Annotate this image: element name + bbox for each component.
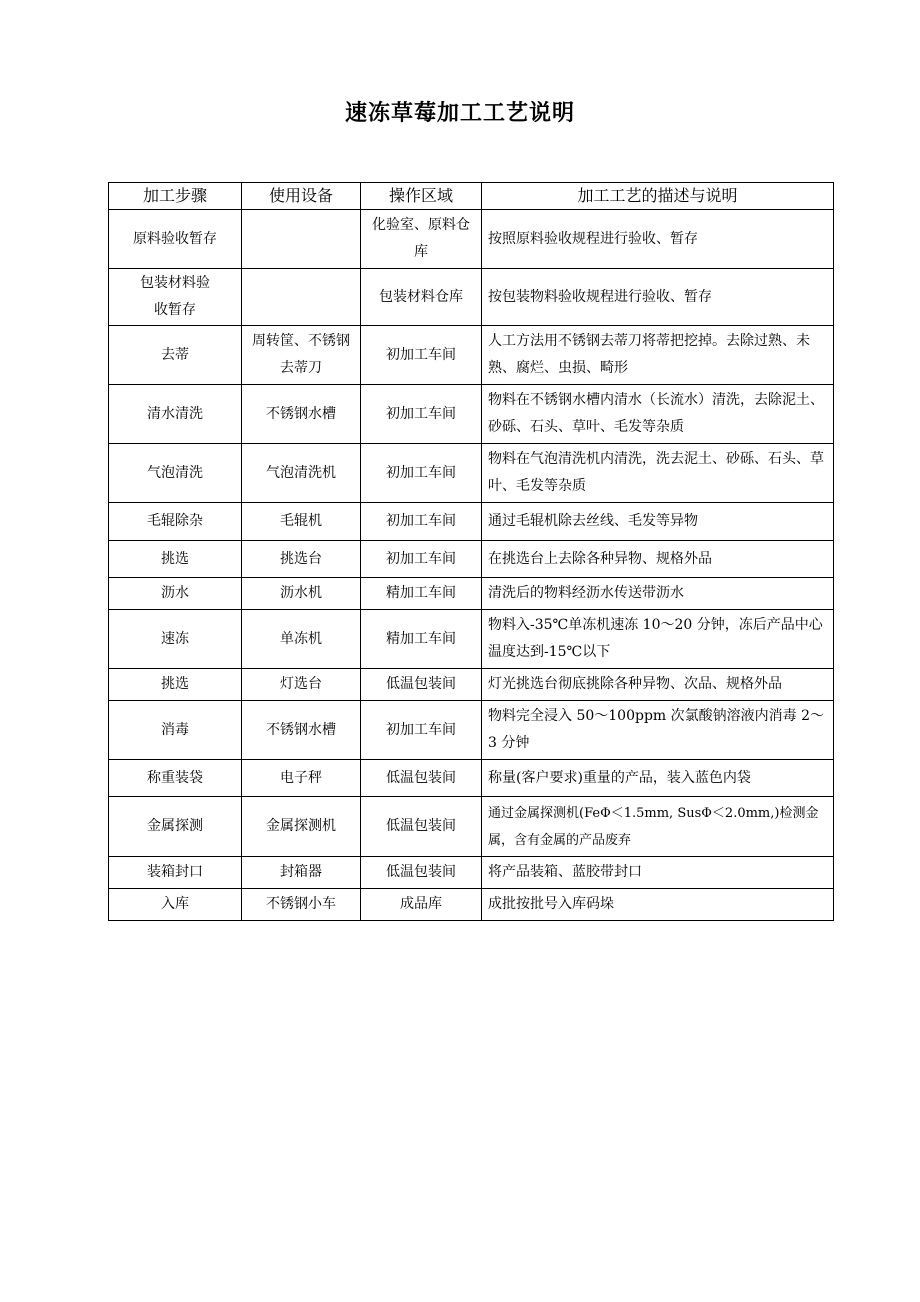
equipment-cell: 周转筐、不锈钢去蒂刀 — [242, 326, 361, 385]
description-cell: 按照原料验收规程进行验收、暂存 — [482, 210, 834, 269]
table-row — [109, 857, 834, 889]
table-row — [109, 578, 834, 610]
equipment-cell: 毛辊机 — [242, 503, 361, 541]
equipment-cell: 单冻机 — [242, 610, 361, 669]
step-cell: 入库 — [109, 889, 242, 921]
description-cell: 灯光挑选台彻底挑除各种异物、次品、规格外品 — [482, 669, 834, 701]
header-description: 加工工艺的描述与说明 — [482, 183, 834, 210]
step-cell: 清水清洗 — [109, 385, 242, 444]
table-row — [109, 444, 834, 503]
header-equipment: 使用设备 — [242, 183, 361, 210]
area-cell: 初加工车间 — [361, 541, 482, 578]
area-cell: 成品库 — [361, 889, 482, 921]
equipment-cell — [242, 269, 361, 326]
step-cell: 称重装袋 — [109, 760, 242, 797]
step-cell: 气泡清洗 — [109, 444, 242, 503]
step-cell: 沥水 — [109, 578, 242, 610]
equipment-cell: 封箱器 — [242, 857, 361, 889]
step-cell: 毛辊除杂 — [109, 503, 242, 541]
description-cell: 物料完全浸入 50～100ppm 次氯酸钠溶液内消毒 2～3 分钟 — [482, 701, 834, 760]
header-area: 操作区域 — [361, 183, 482, 210]
equipment-cell: 灯选台 — [242, 669, 361, 701]
description-cell: 按包装物料验收规程进行验收、暂存 — [482, 269, 834, 326]
table-row — [109, 385, 834, 444]
area-cell: 初加工车间 — [361, 503, 482, 541]
description-cell: 通过金属探测机(FeΦ＜1.5mm, SusΦ＜2.0mm,)检测金属，含有金属的产品废弃 — [482, 797, 834, 857]
description-cell: 人工方法用不锈钢去蒂刀将蒂把挖掉。去除过熟、未熟、腐烂、虫损、畸形 — [482, 326, 834, 385]
document-title: 速冻草莓加工工艺说明 — [344, 101, 575, 126]
description-cell: 物料入-35℃单冻机速冻 10～20 分钟，冻后产品中心温度达到-15℃以下 — [482, 610, 834, 669]
area-cell: 化验室、原料仓库 — [361, 210, 482, 269]
table-row — [109, 269, 834, 326]
equipment-cell: 沥水机 — [242, 578, 361, 610]
area-cell: 初加工车间 — [361, 326, 482, 385]
area-cell: 低温包装间 — [361, 857, 482, 889]
area-cell: 低温包装间 — [361, 669, 482, 701]
table-row — [109, 610, 834, 669]
step-cell: 挑选 — [109, 541, 242, 578]
equipment-cell: 不锈钢水槽 — [242, 385, 361, 444]
table-row — [109, 669, 834, 701]
table-body — [109, 210, 834, 921]
table-row — [109, 210, 834, 269]
description-cell: 称量(客户要求)重量的产品，装入蓝色内袋 — [482, 760, 834, 797]
table-header — [109, 183, 834, 210]
area-cell: 精加工车间 — [361, 578, 482, 610]
step-cell: 金属探测 — [109, 797, 242, 857]
description-cell: 物料在不锈钢水槽内清水（长流水）清洗，去除泥土、砂砾、石头、草叶、毛发等杂质 — [482, 385, 834, 444]
table-row — [109, 760, 834, 797]
equipment-cell: 不锈钢水槽 — [242, 701, 361, 760]
description-cell: 在挑选台上去除各种异物、规格外品 — [482, 541, 834, 578]
equipment-cell — [242, 210, 361, 269]
area-cell: 初加工车间 — [361, 444, 482, 503]
area-cell: 低温包装间 — [361, 760, 482, 797]
table-row — [109, 701, 834, 760]
step-cell: 挑选 — [109, 669, 242, 701]
step-cell: 原料验收暂存 — [109, 210, 242, 269]
table-row — [109, 503, 834, 541]
table-row — [109, 797, 834, 857]
area-cell: 包装材料仓库 — [361, 269, 482, 326]
description-cell: 将产品装箱、蓝胶带封口 — [482, 857, 834, 889]
description-cell: 通过毛辊机除去丝线、毛发等异物 — [482, 503, 834, 541]
process-table — [108, 182, 834, 921]
equipment-cell: 挑选台 — [242, 541, 361, 578]
step-cell: 装箱封口 — [109, 857, 242, 889]
equipment-cell: 不锈钢小车 — [242, 889, 361, 921]
table-row — [109, 326, 834, 385]
table-row — [109, 541, 834, 578]
table-row — [109, 889, 834, 921]
equipment-cell: 电子秤 — [242, 760, 361, 797]
description-cell: 清洗后的物料经沥水传送带沥水 — [482, 578, 834, 610]
header-row — [109, 183, 834, 210]
step-cell: 速冻 — [109, 610, 242, 669]
area-cell: 精加工车间 — [361, 610, 482, 669]
step-cell: 包装材料验收暂存 — [109, 269, 242, 326]
area-cell: 初加工车间 — [361, 701, 482, 760]
area-cell: 低温包装间 — [361, 797, 482, 857]
step-cell: 去蒂 — [109, 326, 242, 385]
description-cell: 成批按批号入库码垛 — [482, 889, 834, 921]
header-step: 加工步骤 — [109, 183, 242, 210]
area-cell: 初加工车间 — [361, 385, 482, 444]
equipment-cell: 金属探测机 — [242, 797, 361, 857]
description-cell: 物料在气泡清洗机内清洗，洗去泥土、砂砾、石头、草叶、毛发等杂质 — [482, 444, 834, 503]
step-cell: 消毒 — [109, 701, 242, 760]
equipment-cell: 气泡清洗机 — [242, 444, 361, 503]
